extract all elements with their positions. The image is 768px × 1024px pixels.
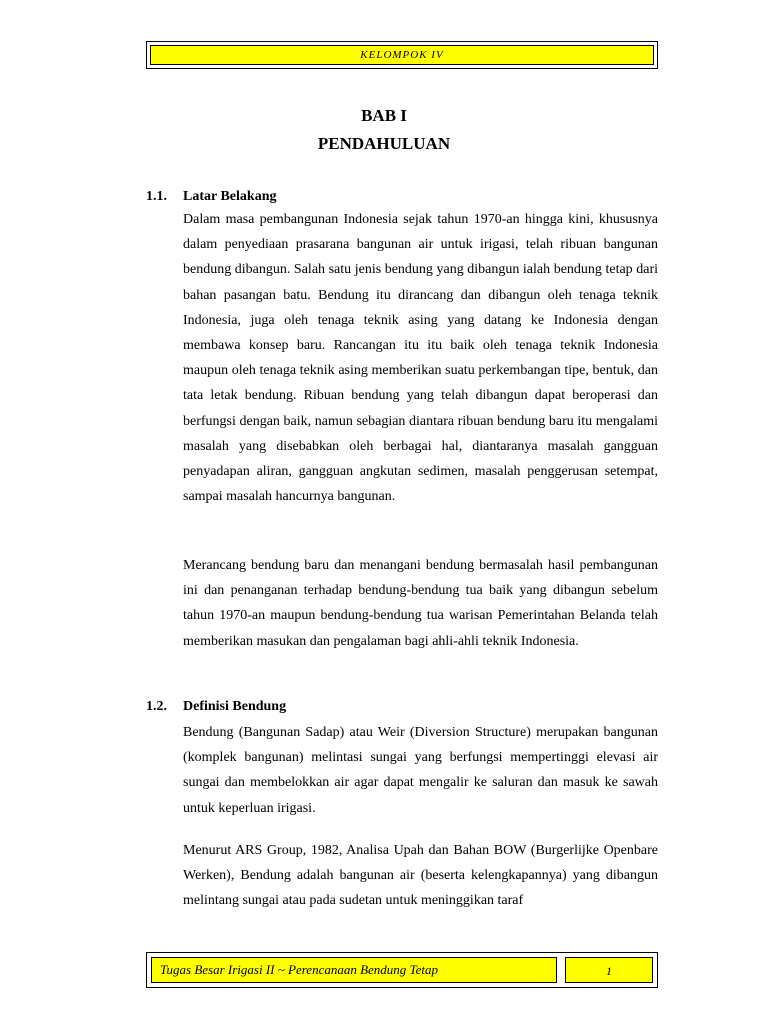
chapter-title: PENDAHULUAN	[317, 134, 451, 153]
section-title: Latar Belakang	[183, 189, 277, 204]
section-number: 1.1.	[146, 189, 167, 204]
group-label: KELOMPOK IV	[150, 45, 654, 65]
section-title: Definisi Bendung	[183, 699, 287, 714]
page-number: 1	[565, 957, 653, 983]
section-number: 1.2.	[146, 699, 167, 714]
page-header	[146, 41, 658, 69]
paragraph: Merancang bendung baru dan menangani bendung bermasalah hasil pembangunan ini dan penanganan terhadap bendung-bendung tua baik yang dibangun sebelum tahun 1970-an maupun bendung-bendung tua warisan Pemerintahan Belanda telah memberikan masukan dan pengalaman bagi ahli-ahli teknik Indonesia.	[183, 558, 658, 649]
paragraph: Menurut ARS Group, 1982, Analisa Upah dan Bahan BOW (Burgerlijke Openbare Werken), Bendung adalah bangunan air (beserta kelengkapannya) yang dibangun melintang sungai atau pada sudetan untuk meninggikan taraf	[183, 843, 658, 909]
paragraph: Dalam masa pembangunan Indonesia sejak tahun 1970-an hingga kini, khususnya dalam penyediaan prasarana bangunan air untuk irigasi, telah ribuan bangunan bendung dibangun. Salah satu jenis bendung yang dibangun ialah bendung tetap dari bahan pasangan batu. Bendung itu dirancang dan dibangun oleh tenaga teknik Indonesia, juga oleh tenaga teknik asing yang datang ke Indonesia dengan membawa konsep baru. Rancangan itu itu baik oleh tenaga teknik Indonesia maupun oleh tenaga teknik asing memberikan suatu perkembangan tipe, bentuk, dan tata letak bendung. Ribuan bendung yang telah dibangun dapat beroperasi dan berfungsi dengan baik, namun sebagian diantara ribuan bendung baru itu mengalami masalah yang disebabkan oleh berbagai hal, diantaranya masalah gangguan penyadapan aliran, gangguan angkutan sedimen, masalah penggerusan setempat, sampai masalah hancurnya bangunan.	[183, 212, 658, 505]
page-footer	[146, 952, 658, 988]
paragraph: Bendung (Bangunan Sadap) atau Weir (Diversion Structure) merupakan bangunan (komplek bangunan) melintasi sungai yang berfungsi mempertinggi elevasi air sungai dan membelokkan air agar dapat mengalir ke saluran dan masuk ke sawah untuk keperluan irigasi.	[183, 725, 658, 816]
course-title: Tugas Besar Irigasi II ~ Perencanaan Bendung Tetap	[151, 957, 557, 983]
chapter-label: BAB I	[361, 106, 407, 125]
